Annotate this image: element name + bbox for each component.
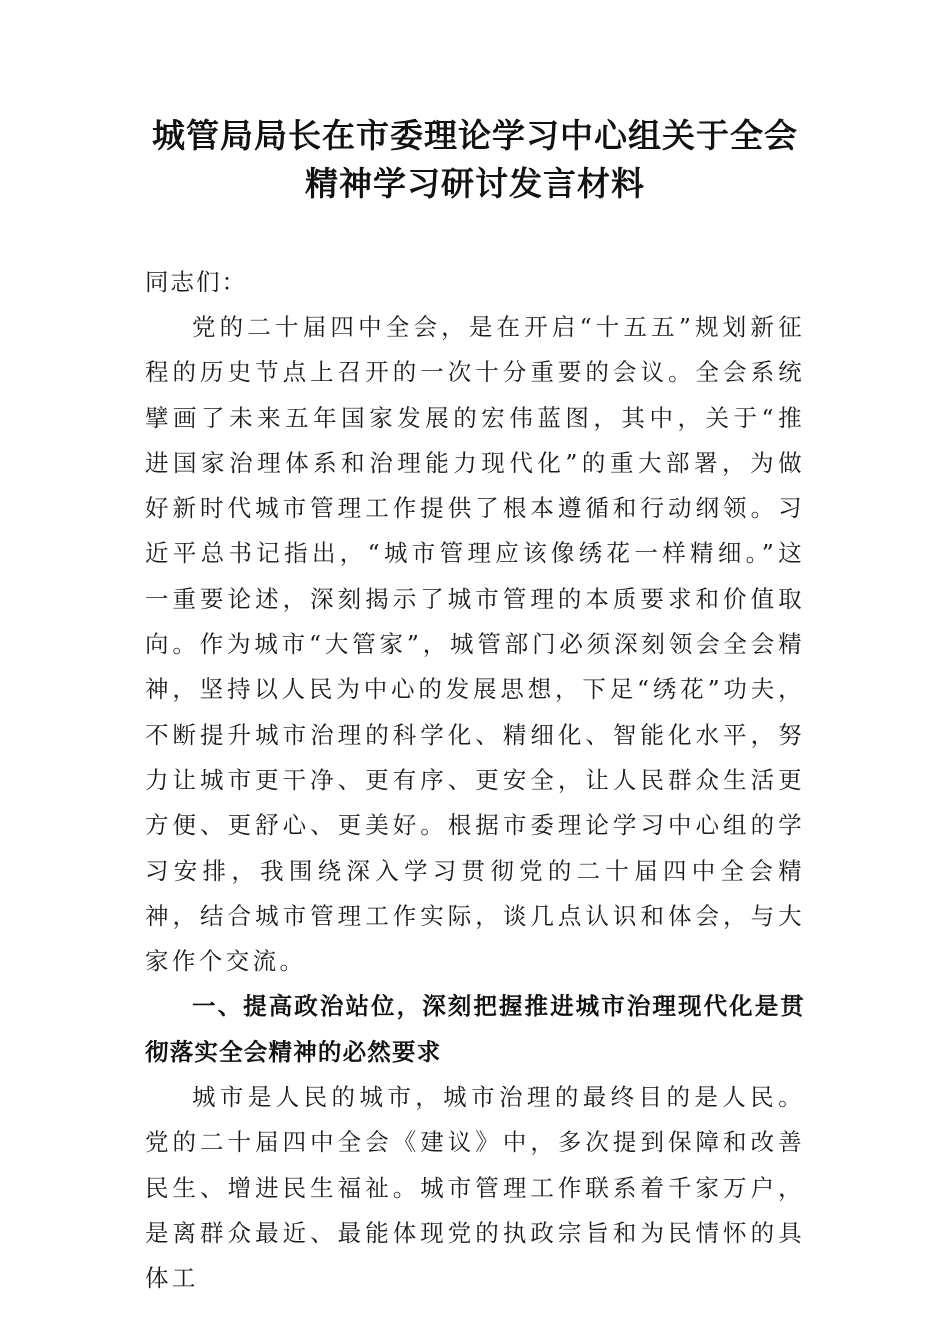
intro-paragraph: 党的二十届四中全会，是在开启“十五五”规划新征程的历史节点上召开的一次十分重要的会议。全会系统擘画了未来五年国家发展的宏伟蓝图，其中，关于“推进国家治理体系和治理能力现代化”的重大部署，为做好新时代城市管理工作提供了根本遵循和行动纲领。习近平总书记指出，“城市管理应该像绣花一样精细。”这一重要论述，深刻揭示了城市管理的本质要求和价值取向。作为城市“大管家”，城管部门必须深刻领会全会精神，坚持以人民为中心的发展思想，下足“绣花”功夫，不断提升城市治理的科学化、精细化、智能化水平，努力让城市更干净、更有序、更安全，让人民群众生活更方便、更舒心、更美好。根据市委理论学习中心组的学习安排，我围绕深入学习贯彻党的二十届四中全会精神，结合城市管理工作实际，谈几点认识和体会，与大家作个交流。 — [145, 313, 805, 976]
document-title: 城管局局长在市委理论学习中心组关于全会精神学习研讨发言材料 — [152, 116, 798, 203]
section-heading-1: 一、提高政治站位，深刻把握推进城市治理现代化是贯彻落实全会精神的必然要求 — [145, 992, 805, 1066]
document-page — [145, 112, 805, 1302]
section-1-paragraph: 城市是人民的城市，城市治理的最终目的是人民。党的二十届四中全会《建议》中，多次提到保障和改善民生、增进民生福祉。城市管理工作联系着千家万户，是离群众最近、最能体现党的执政宗旨和为民情怀的具体工 — [145, 1083, 805, 1293]
salutation: 同志们： — [145, 268, 247, 296]
